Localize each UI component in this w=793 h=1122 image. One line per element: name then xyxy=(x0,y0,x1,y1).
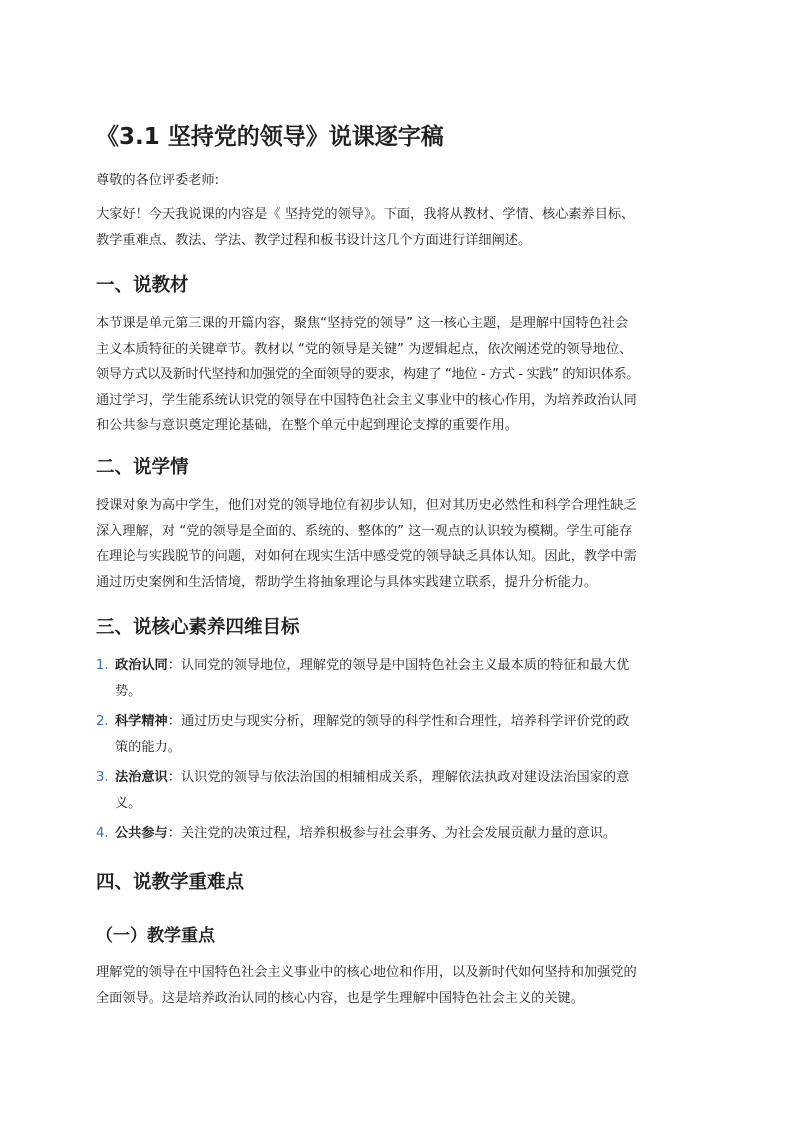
paragraph-line: 在理论与实践脱节的问题，对如何在现实生活中感受党的领导缺乏具体认知。因此，教学中需 xyxy=(96,549,637,564)
goal-item-rule-of-law xyxy=(96,765,716,816)
document-title: 《3.1 坚持党的领导》说课逐字稿 xyxy=(96,124,444,150)
paragraph-line: 通过学习，学生能系统认识党的领导在中国特色社会主义事业中的核心作用，为培养政治认同 xyxy=(96,392,637,408)
goal-term: 公共参与 xyxy=(115,826,168,841)
section-heading-goals: 三、说核心素养四维目标 xyxy=(96,617,300,638)
paragraph-line: 本节课是单元第三课的开篇内容，聚焦“坚持党的领导” 这一核心主题，是理解中国特色社会 xyxy=(96,316,629,331)
teaching-focus-paragraph xyxy=(96,960,716,1011)
goal-line xyxy=(115,765,716,791)
section-heading-key-points: 四、说教学重难点 xyxy=(96,872,245,893)
intro-line: 教学重难点、教法、学法、教学过程和板书设计这几个方面进行详细阐述。 xyxy=(96,232,532,248)
goal-line: 义。 xyxy=(115,795,142,811)
goal-item-political-identity xyxy=(96,653,716,704)
paragraph-line: 理解党的领导在中国特色社会主义事业中的核心地位和作用，以及新时代如何坚持和加强党的 xyxy=(96,965,637,980)
subsection-heading-teaching-focus: （一）教学重点 xyxy=(96,926,215,946)
goal-separator: ： xyxy=(167,770,181,785)
goal-separator: ： xyxy=(167,714,181,729)
intro-line: 大家好！今天我说课的内容是《 坚持党的领导》。下面，我将从教材、学情、核心素养目标、 xyxy=(96,207,635,222)
goal-text: 认同党的领导地位，理解党的领导是中国特色社会主义最本质的特征和最大优 xyxy=(180,658,630,673)
section-heading-textbook: 一、说教材 xyxy=(96,275,189,296)
greeting: 尊敬的各位评委老师: xyxy=(96,173,220,188)
goal-line: 势。 xyxy=(115,683,142,699)
paragraph-line: 授课对象为高中学生，他们对党的领导地位有初步认知，但对其历史必然性和科学合理性缺乏 xyxy=(96,498,637,513)
students-paragraph xyxy=(96,493,716,595)
paragraph-line: 深入理解，对 “党的领导是全面的、系统的、整体的” 这一观点的认识较为模糊。学生可能存 xyxy=(96,523,633,539)
paragraph-line: 全面领导。这是培养政治认同的核心内容，也是学生理解中国特色社会主义的关键。 xyxy=(96,990,584,1006)
intro-paragraph xyxy=(96,202,716,253)
paragraph-line: 领导方式以及新时代坚持和加强党的全面领导的要求，构建了 “地位 - 方式 - 实践” 的知识体系。 xyxy=(96,367,640,382)
goal-line xyxy=(115,709,716,735)
goal-separator: ： xyxy=(167,826,181,841)
goal-term: 科学精神 xyxy=(115,714,168,729)
goal-line xyxy=(115,653,716,679)
goal-number: 1. xyxy=(96,658,109,673)
goal-line: 策的能力。 xyxy=(115,739,181,755)
goal-number: 2. xyxy=(96,714,109,729)
goal-term: 法治意识 xyxy=(115,770,168,785)
goal-separator: ： xyxy=(167,658,181,673)
paragraph-line: 通过历史案例和生活情境，帮助学生将抽象理论与具体实践建立联系，提升分析能力。 xyxy=(96,574,598,590)
textbook-paragraph xyxy=(96,311,716,439)
goal-line xyxy=(115,821,716,847)
goal-text: 认识党的领导与依法治国的相辅相成关系，理解依法执政对建设法治国家的意 xyxy=(180,770,630,785)
paragraph-line: 主义本质特征的关键章节。教材以 “党的领导是关键” 为逻辑起点，依次阐述党的领导地位、 xyxy=(96,341,633,357)
goal-term: 政治认同 xyxy=(115,658,168,673)
goal-item-scientific-spirit xyxy=(96,709,716,760)
goal-text: 通过历史与现实分析，理解党的领导的科学性和合理性，培养科学评价党的政 xyxy=(180,714,630,729)
goal-number: 4. xyxy=(96,826,109,841)
paragraph-line: 和公共参与意识奠定理论基础，在整个单元中起到理论支撑的重要作用。 xyxy=(96,418,518,433)
goal-item-public-participation xyxy=(96,821,716,847)
section-heading-students: 二、说学情 xyxy=(96,457,189,478)
goal-number: 3. xyxy=(96,770,109,785)
goal-text: 关注党的决策过程，培养积极参与社会事务、为社会发展贡献力量的意识。 xyxy=(180,826,617,841)
